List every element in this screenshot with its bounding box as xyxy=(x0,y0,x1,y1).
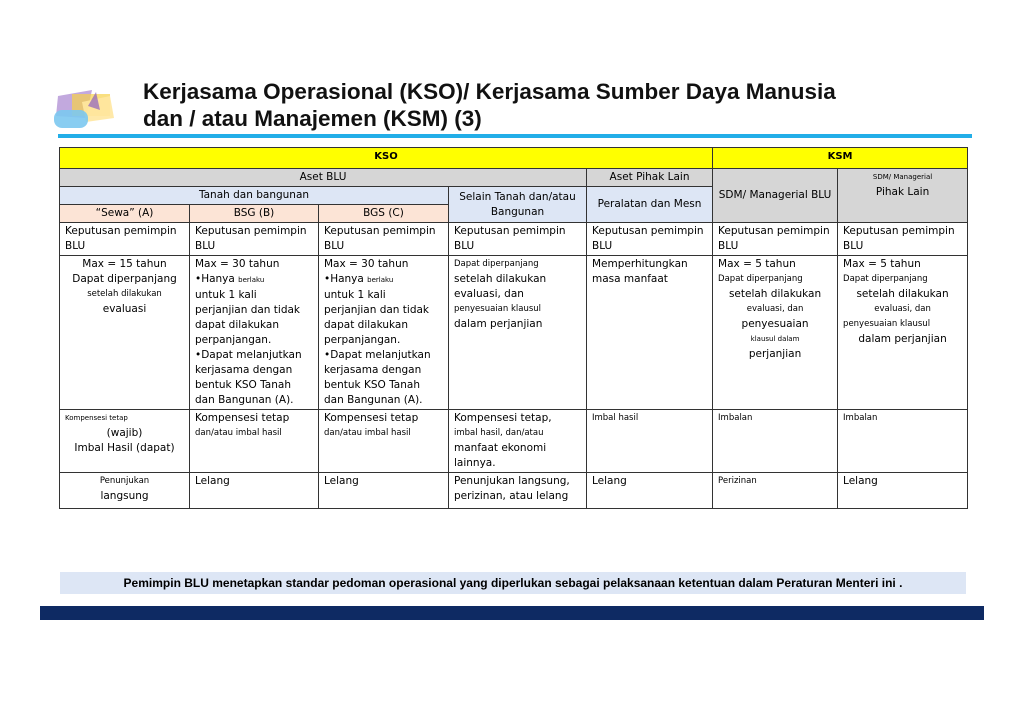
table-cell: Kompensesi tetap dan/atau imbal hasil xyxy=(319,410,449,473)
table-cell: Keputusan pemimpin BLU xyxy=(838,223,968,256)
table-cell: Kompensesi tetap (wajib) Imbal Hasil (dapat) xyxy=(60,410,190,473)
table-cell: Memperhitungkan masa manfaat xyxy=(587,256,713,410)
footer-bar xyxy=(40,606,984,620)
table-row xyxy=(60,473,968,509)
header-row-top xyxy=(60,148,968,169)
table-cell: Lelang xyxy=(190,473,319,509)
aset-blu-header: Aset BLU xyxy=(60,169,587,187)
table-cell: Imbalan xyxy=(838,410,968,473)
selain-tanah-header: Selain Tanah dan/atau Bangunan xyxy=(449,187,587,223)
kso-header: KSO xyxy=(60,148,713,169)
table-cell: Max = 5 tahun Dapat diperpanjang setelah dilakukan evaluasi, dan penyesuaian klausul dalam perjanjian xyxy=(838,256,968,410)
table-cell: Dapat diperpanjang setelah dilakukan evaluasi, dan penyesuaian klausul dalam perjanjian xyxy=(449,256,587,410)
ksm-header: KSM xyxy=(713,148,968,169)
table-row xyxy=(60,256,968,410)
table-cell: Keputusan pemimpin BLU xyxy=(713,223,838,256)
peralatan-header: Peralatan dan Mesn xyxy=(587,187,713,223)
table-cell: Lelang xyxy=(319,473,449,509)
table-cell: Imbal hasil xyxy=(587,410,713,473)
table-cell: Keputusan pemimpin BLU xyxy=(190,223,319,256)
tanah-bangunan-header: Tanah dan bangunan xyxy=(60,187,449,205)
table-cell: Lelang xyxy=(587,473,713,509)
bgs-header: BGS (C) xyxy=(319,205,449,223)
table-cell: Perizinan xyxy=(713,473,838,509)
table-cell: Kompensesi tetap, imbal hasil, dan/atau manfaat ekonomi lainnya. xyxy=(449,410,587,473)
sdm-pihak-lain-header: SDM/ Managerial Pihak Lain xyxy=(838,169,968,223)
table-cell: Max = 5 tahun Dapat diperpanjang setelah dilakukan evaluasi, dan penyesuaian klausul dalam perjanjian xyxy=(713,256,838,410)
header-row-aset xyxy=(60,169,968,187)
aset-pihak-lain-header: Aset Pihak Lain xyxy=(587,169,713,187)
table-cell: Max = 30 tahun •Hanya berlaku untuk 1 kali perjanjian dan tidak dapat dilakukan perpanjangan. •Dapat melanjutkan kerjasama dengan bentuk KSO Tanah dan Bangunan (A). xyxy=(190,256,319,410)
table-cell: Max = 30 tahun •Hanya berlaku untuk 1 kali perjanjian dan tidak dapat dilakukan perpanjangan. •Dapat melanjutkan kerjasama dengan bentuk KSO Tanah dan Bangunan (A). xyxy=(319,256,449,410)
table-cell: Imbalan xyxy=(713,410,838,473)
table-cell: Keputusan pemimpin BLU xyxy=(60,223,190,256)
table-cell: Penunjukan langsung xyxy=(60,473,190,509)
table-row xyxy=(60,410,968,473)
table-row xyxy=(60,223,968,256)
sdm-blu-header: SDM/ Managerial BLU xyxy=(713,169,838,223)
table-cell: Max = 15 tahun Dapat diperpanjang setelah dilakukan evaluasi xyxy=(60,256,190,410)
table-cell: Penunjukan langsung, perizinan, atau lelang xyxy=(449,473,587,509)
table-cell: Keputusan pemimpin BLU xyxy=(587,223,713,256)
table-cell: Lelang xyxy=(838,473,968,509)
title-underline xyxy=(58,134,972,138)
table-cell: Kompensesi tetap dan/atau imbal hasil xyxy=(190,410,319,473)
comparison-table xyxy=(59,147,968,509)
page-title: Kerjasama Operasional (KSO)/ Kerjasama Sumber Daya Manusia dan / atau Manajemen (KSM) (3) xyxy=(143,79,836,131)
table-cell: Keputusan pemimpin BLU xyxy=(449,223,587,256)
table-cell: Keputusan pemimpin BLU xyxy=(319,223,449,256)
footer-note: Pemimpin BLU menetapkan standar pedoman operasional yang diperlukan sebagai pelaksanaan ketentuan dalam Peraturan Menteri ini . xyxy=(60,572,966,594)
sewa-header: “Sewa” (A) xyxy=(60,205,190,223)
bsg-header: BSG (B) xyxy=(190,205,319,223)
logo-graphic xyxy=(52,88,147,138)
